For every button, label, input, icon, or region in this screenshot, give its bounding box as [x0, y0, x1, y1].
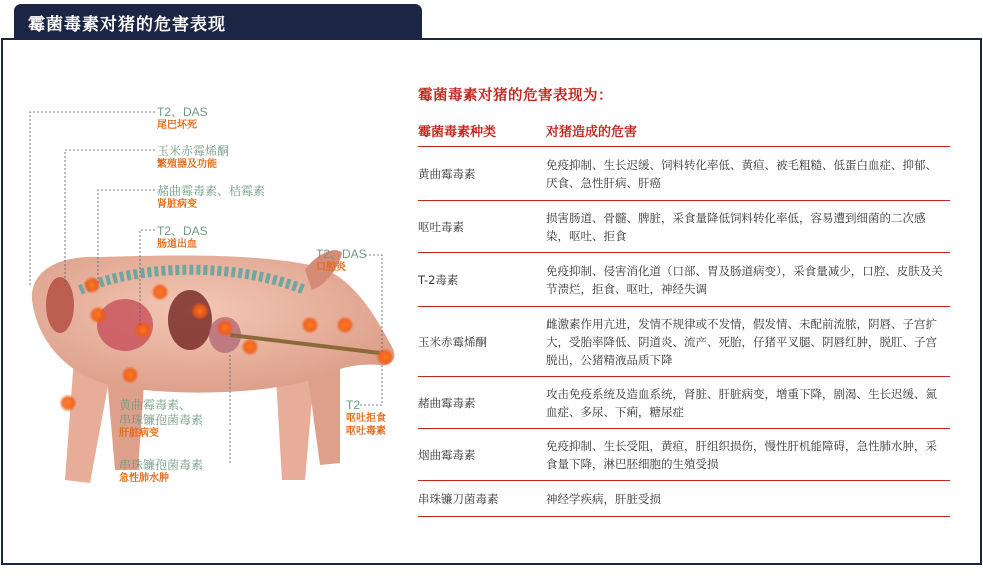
harm-table	[418, 121, 950, 517]
rear-muscle	[46, 277, 74, 333]
header-toxin: 霉菌毒素种类	[418, 125, 497, 140]
table-row: 烟曲霉毒素 免疫抑制、生长受阻，黄疸，肝组织损伤，慢性肝机能障碍，急性肺水肿，采食量下降，淋巴胚细胞的生殖受损	[418, 429, 950, 481]
table-row: 玉米赤霉烯酮 雌激素作用亢进，发情不规律或不发情，假发情、未配前流脓，阴唇、子宫扩大，受胎率降低、阴道炎、流产、死胎，仔猪平叉腿、阴唇红肿，脱肛、子宫脱出，公猪精液品质下降	[418, 307, 950, 377]
table-row: 串珠镰刀菌毒素 神经学疾病，肝脏受损	[418, 481, 950, 517]
table-row: T-2毒素 免疫抑制、侵害消化道（口部、胃及肠道病变），采食量减少，口腔、皮肤及关节溃烂，拒食、呕吐，神经失调	[418, 253, 950, 307]
page-title: 霉菌毒素对猪的危害表现	[28, 15, 226, 35]
table-row: 呕吐毒素 损害肠道、骨髓、脾脏，采食量降低饲料转化率低，容易遭到细菌的二次感染，呕吐、拒食	[418, 201, 950, 253]
label-intestine: T2、DAS 肠道出血	[157, 224, 208, 250]
label-liver: 黄曲霉毒素、 串珠镰孢菌毒素 肝脏病变	[119, 398, 204, 439]
header-tab	[14, 4, 422, 38]
label-mouth: T2、DAS 口腔炎	[316, 247, 367, 273]
label-tail: T2、DAS 尾巴坏死	[157, 105, 208, 131]
label-reproductive: 玉米赤霉烯酮 繁殖器及功能	[157, 144, 230, 170]
table-header	[418, 121, 950, 147]
label-lung: 串珠镰孢菌毒素 急性肺水肿	[119, 458, 204, 484]
table-row: 黄曲霉毒素 免疫抑制、生长迟缓、饲料转化率低、黄疸、被毛粗糙、低蛋白血症、抑郁、厌食、急性肝病、肝癌	[418, 147, 950, 201]
harm-panel	[418, 84, 950, 517]
label-vomit: T2 呕吐拒食 呕吐毒素	[346, 398, 386, 437]
label-kidney: 赭曲霉毒素、桔霉素 肾脏病变	[157, 184, 266, 210]
table-row: 赭曲霉毒素 攻击免疫系统及造血系统，肾脏、肝脏病变，增重下降，剧渴、生长迟缓、氮血症、多尿、下痢，糖尿症	[418, 377, 950, 429]
pig-diagram	[20, 85, 400, 505]
liver	[168, 290, 212, 350]
panel-title: 霉菌毒素对猪的危害表现为：	[418, 88, 613, 104]
header-harm: 对猪造成的危害	[546, 125, 638, 140]
